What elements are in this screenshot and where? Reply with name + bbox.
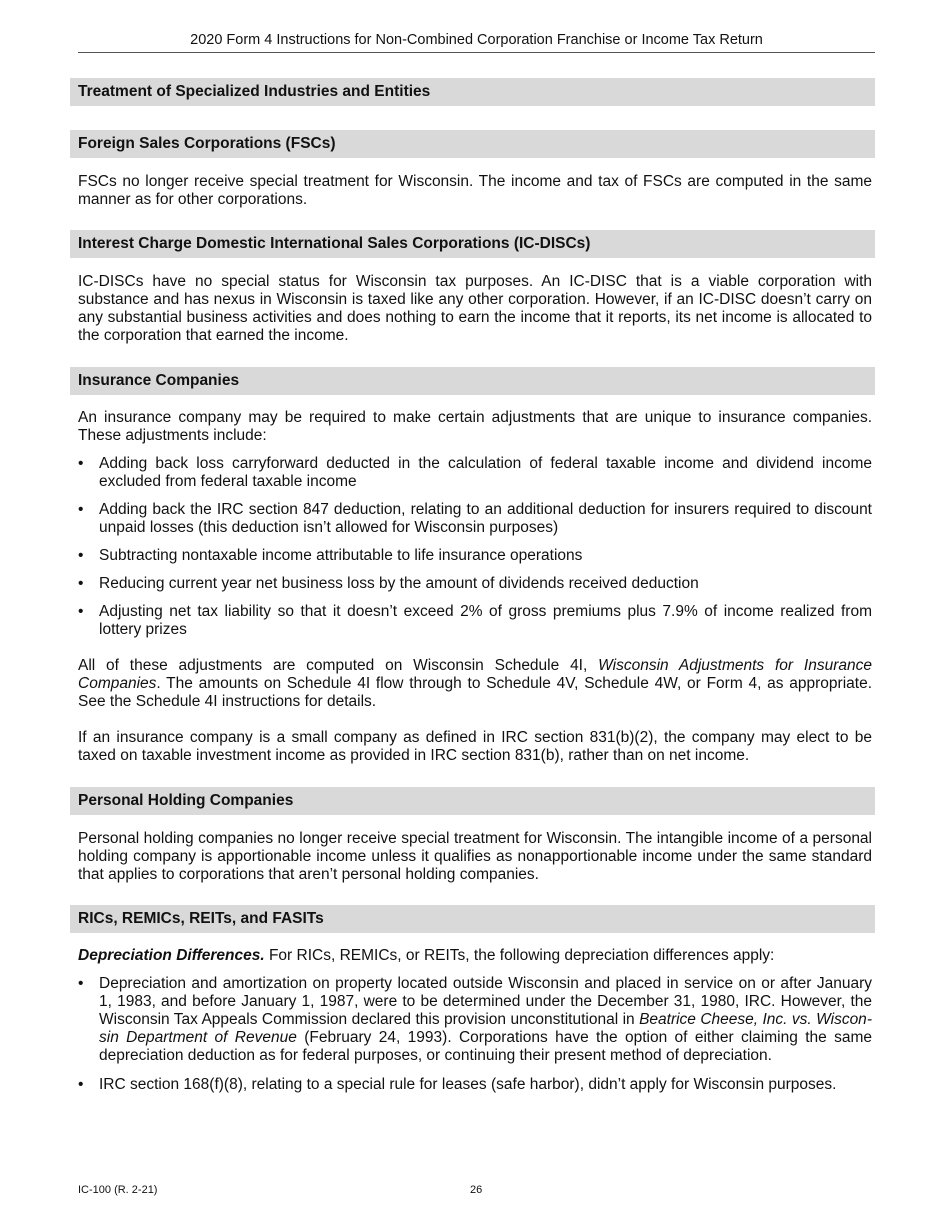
bullet-icon: • — [78, 975, 84, 992]
section-heading-fsc: Foreign Sales Corporations (FSCs) — [70, 130, 875, 158]
bullet-icon: • — [78, 575, 84, 592]
insurance-intro: An insurance company may be required to make certain adjustments that are unique to insurance companies. These adjustments include: — [78, 409, 872, 444]
phc-paragraph: Personal holding companies no longer receive special treatment for Wisconsin. The intangible income of a personal holding company is apportionable income unless it qualifies as nonapportionable income under the same standard that applies to corporations that aren’t personal holding companies. — [78, 830, 872, 883]
icdisc-paragraph: IC-DISCs have no special status for Wisconsin tax purposes. An IC-DISC that is a viable corporation with substance and has nexus in Wisconsin is taxed like any other corporation. However, if an IC-DISC doesn’t carry on any substantial business activities and does nothing to earn the income that it reports, its net income is allocated to the corporation that earned the income. — [78, 273, 872, 344]
section-heading-rics: RICs, REMICs, REITs, and FASITs — [70, 905, 875, 933]
list-item — [78, 975, 872, 1065]
footer-page-number: 26 — [470, 1184, 483, 1196]
list-item-text: Adjusting net tax liability so that it doesn’t exceed 2% of gross premiums plus 7.9% of income realized from lottery prizes — [99, 603, 872, 638]
list-item-text: Depreciation and amortization on property located outside Wisconsin and placed in service on or after January 1, 1983, and before January 1, 1987, were to be determined under the December 31, 1980, IRC. However, the Wisconsin Tax Appeals Commission declared this provision unconstitutional in Beatrice Cheese, Inc. vs. Wisconsin Department of Revenue (February 24, 1993). Corporations have the option of either claiming the same depreciation deduction as for federal purposes, or continuing their present method of depreciation. — [99, 975, 872, 1064]
list-item — [78, 575, 872, 593]
depreciation-label: Depreciation Differences. — [78, 947, 265, 964]
section-heading-phc: Personal Holding Companies — [70, 787, 875, 815]
section-heading-insurance: Insurance Companies — [70, 367, 875, 395]
schedule-4i-paragraph: All of these adjustments are computed on Wisconsin Schedule 4I, Wisconsin Adjustments for Insurance Companies. The amounts on Schedule 4I flow through to Schedule 4V, Schedule 4W, or Form 4, as appropriate. See the Schedule 4I instructions for details. — [78, 657, 872, 710]
list-item — [78, 603, 872, 639]
list-item-text: Adding back loss carryforward deducted in the calculation of federal taxable income and dividend income excluded from federal taxable income — [99, 455, 872, 490]
list-item-text: Adding back the IRC section 847 deduction, relating to an additional deduction for insurers required to discount unpaid losses (this deduction isn’t allowed for Wisconsin purposes) — [99, 501, 872, 536]
list-item-text: IRC section 168(f)(8), relating to a special rule for leases (safe harbor), didn’t apply for Wisconsin purposes. — [99, 1076, 837, 1093]
bullet-icon: • — [78, 455, 84, 472]
case-citation: Beatrice Cheese, Inc. vs. Wisconsin Department of Revenue — [99, 1011, 872, 1046]
list-item — [78, 547, 872, 565]
list-item-text: Subtracting nontaxable income attributable to life insurance operations — [99, 547, 583, 564]
bullet-icon: • — [78, 501, 84, 518]
list-item — [78, 455, 872, 491]
depreciation-paragraph: Depreciation Differences. For RICs, REMICs, or REITs, the following depreciation differences apply: — [78, 947, 775, 964]
schedule-4i-title: Wisconsin Adjustments for Insurance Companies — [78, 657, 872, 692]
page-header-title: 2020 Form 4 Instructions for Non-Combined Corporation Franchise or Income Tax Return — [78, 32, 875, 53]
footer-form-id: IC-100 (R. 2-21) — [78, 1184, 158, 1196]
section-heading-icdisc: Interest Charge Domestic International Sales Corporations (IC-DISCs) — [70, 230, 875, 258]
list-item-text: Reducing current year net business loss by the amount of dividends received deduction — [99, 575, 699, 592]
list-item — [78, 501, 872, 537]
section-heading-specialized: Treatment of Specialized Industries and Entities — [70, 78, 875, 106]
bullet-icon: • — [78, 603, 84, 620]
fsc-paragraph: FSCs no longer receive special treatment for Wisconsin. The income and tax of FSCs are computed in the same manner as for other corporations. — [78, 173, 872, 208]
small-company-paragraph: If an insurance company is a small company as defined in IRC section 831(b)(2), the company may elect to be taxed on taxable investment income as provided in IRC section 831(b), rather than on net income. — [78, 729, 872, 764]
bullet-icon: • — [78, 547, 84, 564]
list-item — [78, 1076, 872, 1094]
bullet-icon: • — [78, 1076, 84, 1093]
